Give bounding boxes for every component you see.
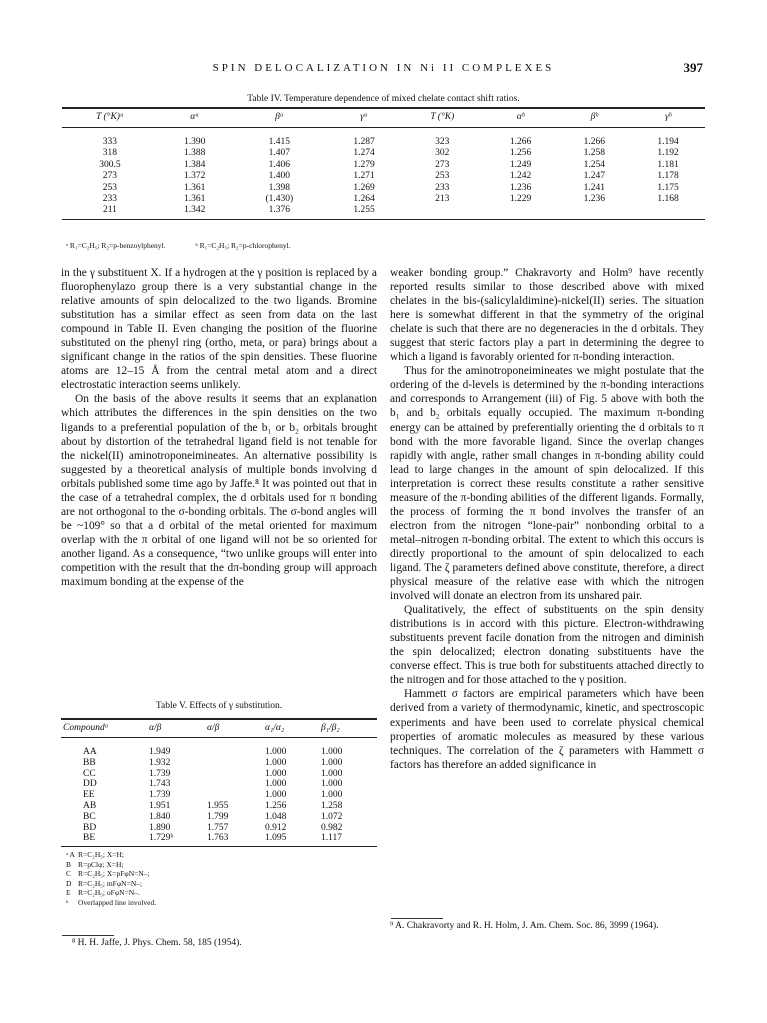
table4-cell: 323 [435, 137, 450, 147]
table5-cell: 1.729ᵇ [149, 833, 174, 844]
table4-cell: 1.269 [353, 182, 375, 193]
table5-footnote-text: R=C₂H₅; X=H; [78, 850, 124, 859]
table5-cell: BE [83, 833, 96, 844]
table5-row [61, 769, 377, 780]
table4-cell: 1.376 [268, 205, 291, 216]
table4-row [62, 194, 705, 205]
table4-cell: 273 [102, 171, 118, 182]
table4-cell: 302 [435, 148, 450, 159]
table4-cell: 1.361 [183, 194, 206, 205]
table5-cell: 1.000 [265, 768, 287, 779]
table4-footnote: ᵇ R₁=C₂H₅; R₂=p-chlorophenyl. [195, 241, 291, 250]
table4-cell: 1.178 [657, 171, 679, 182]
table5-cell: 1.117 [321, 833, 343, 844]
table5-cell: 1.840 [149, 811, 171, 822]
table4-cell: 1.194 [657, 137, 679, 147]
table5-cell: 1.000 [265, 790, 287, 801]
table5-footnote-text: R=pClφ; X=H; [78, 859, 124, 869]
table5-cell: 1.739 [149, 768, 171, 779]
table4-row [62, 148, 705, 159]
table5-cell: 1.932 [149, 757, 171, 768]
table4-footnote: ᵃ R₁=C₂H₅; R₂=p-benzoylphenyl. [66, 241, 166, 250]
table5-cell: CC [83, 768, 96, 779]
table4-cell: 1.236 [509, 182, 532, 193]
table4-header: αᵃ [158, 108, 232, 128]
table4-header: γᵇ [631, 108, 705, 128]
table4-cell: 1.407 [268, 148, 291, 159]
table5-footnote-key: ᵃ A [66, 850, 75, 859]
table4-row [62, 128, 705, 149]
table4-caption: Table IV. Temperature dependence of mixed chelate contact shift ratios. [247, 94, 520, 104]
table4-cell: 300.5 [99, 159, 121, 170]
table5-footnote [66, 850, 156, 860]
table5-footnote [66, 860, 156, 870]
table4-row [62, 171, 705, 182]
table5-cell [207, 790, 265, 801]
table5-cell: 1.949 [149, 747, 171, 757]
table5-cell: 1.258 [321, 800, 343, 811]
table4-header: αᵇ [484, 108, 558, 128]
right-column [390, 266, 704, 772]
paragraph: in the γ substituent X. If a hydrogen at the γ position is replaced by a fluorophenylazo group there is a very substantial change in the relative amounts of spin delocalized to the two ligands. Bromine substitution has a similar effect as seen from data on the last compound in Table II. Even changing the position of the fluorine substituted on the phenyl ring (ortho, meta, or para) brings about a significant change in the ratios of the spin densities. These fluorine atoms are 12–15 Å from the central metal atom and a direct electrostatic interaction seems unlikely. [61, 267, 377, 392]
table4-cell: 1.258 [583, 148, 605, 159]
table5-cell: 1.000 [321, 790, 343, 801]
table4-cell: 1.229 [509, 194, 532, 205]
table4-cell: 1.192 [657, 148, 679, 159]
paragraph: Qualitatively, the effect of substituents on the spin density distributions is in accord with this picture. Electron-withdrawing substituents prevent facile donation from the nitrogen and diminish the spin delocalized; electron donating substituents have the converse effect. This is true both for substituents attached directly to the nitrogen and for those attached to the γ position. [390, 604, 704, 687]
table4-cell [631, 205, 705, 219]
table5-cell: 1.000 [265, 779, 287, 790]
paragraph: Thus for the aminotroponeimineates we might postulate that the ordering of the d-levels is determined by the π-bonding interactions and corresponds to Arrangement (iii) of Fig. 5 above with both the b₁ and b₂ orbitals equally occupied. The maximum π-bonding energy can be attained by preferentially orienting the d orbitals to π bond with the more favorable ligand. Since the overlap changes rapidly with angle, rather small changes in π-bonding ability could lead to large changes in the amount of spin delocalized. If this interpretation is correct these results constitute a rather sensitive measure of the π-bonding abilities of the different ligands. Formally, the process of forming the π bond involves the transfer of an electron from the nitrogen “lone-pair” nonbonding orbital to a metal–nitrogen π-bonding orbital. The extent to which this occurs is directly proportional to the amount of spin delocalized to each ligand. The ζ parameters defined above constitute, therefore, a direct physical measure of the relative ease with which the nitrogen involved will donate an electron from its unshared pair. [390, 365, 704, 603]
table5-footnote [66, 898, 156, 908]
table4-header: γᵃ [327, 108, 401, 128]
footnote-8: ⁸ H. H. Jaffe, J. Phys. Chem. 58, 185 (1954). [72, 938, 242, 948]
footnote-9: ⁹ A. Chakravorty and R. H. Holm, J. Am. Chem. Soc. 86, 3999 (1964). [390, 921, 659, 931]
table4-cell: 1.279 [353, 159, 375, 170]
table4-header: T (°K) [401, 108, 484, 128]
table4-cell: 1.181 [657, 159, 679, 170]
table5-cell: AB [83, 800, 97, 811]
table4-cell: 1.247 [583, 171, 605, 182]
table5-footnote-key: E [66, 888, 71, 898]
table5-row [61, 801, 377, 812]
table5-cell [207, 779, 265, 790]
table4-cell: 333 [102, 137, 118, 147]
table5-footnote-key: C [66, 869, 72, 879]
table4-cell: 253 [102, 182, 118, 193]
table4-cell: 1.390 [183, 137, 206, 147]
table5-cell: 1.000 [265, 747, 287, 757]
table5-cell: 1.000 [321, 779, 343, 790]
table4-cell [401, 205, 484, 219]
table4-footnotes [66, 241, 319, 250]
table5-cell: 1.048 [265, 811, 287, 822]
table5-row [61, 823, 377, 834]
table4-cell: 1.241 [583, 182, 605, 193]
table4-cell: 1.415 [268, 137, 291, 147]
table5-header: β₁/β₂ [321, 719, 377, 738]
table4-cell [557, 205, 631, 219]
left-column [61, 266, 377, 589]
table5-row [61, 738, 377, 758]
table4-cell: 1.400 [268, 171, 291, 182]
table5-cell: 1.000 [265, 757, 287, 768]
table4-cell: 211 [102, 205, 117, 216]
table5-footnote-text: R=C₂H₅; X=pFφN=N–; [78, 869, 150, 879]
table4-header: βᵇ [557, 108, 631, 128]
table4-cell: 1.242 [509, 171, 532, 182]
table4-header-row [62, 108, 705, 128]
page-number: 397 [683, 60, 703, 75]
table5-row [61, 790, 377, 801]
table5-cell: EE [83, 790, 95, 801]
table5-cell: 1.095 [265, 833, 287, 844]
table5-cell: 1.256 [265, 800, 287, 811]
table5-footnote-text: R=C₂H₅; mFφN=N–; [78, 878, 143, 888]
paragraph: On the basis of the above results it seems that an explanation which attributes the differences in the spin densities on the two ligands to a preferential population of the b₁ or b₂ orbitals brought about by distortion of the tetrahedral ligand field is not tenable for the nickel(II) aminotroponeimineates. An alternative possibility is suggested by a theoretical analysis of multiple bonds involving d orbitals published some time ago by Jaffe.⁸ It was pointed out that in the case of a tetrahedral complex, the d orbitals used for π bonding are not orthogonal to the σ-bonding orbitals. The σ-bond angles will be ~109° so that a d orbital of the metal oriented for maximum overlap with the π orbital of one ligand will not be so oriented for another ligand. As a consequence, “two unlike groups will enter into competition with the result that the dπ-bonding group will approach maximum bonding at the expense of the [61, 393, 377, 589]
table5-cell: 1.072 [321, 811, 343, 822]
table5-cell: 1.951 [149, 800, 171, 811]
table5-header: α/β [207, 719, 265, 738]
table5-cell: 0.912 [265, 822, 287, 833]
table5-cell: BD [83, 822, 97, 833]
table5-row [61, 833, 377, 846]
table5-footnotes [66, 850, 156, 908]
table5-header: Compoundᵃ [61, 719, 149, 738]
table5-cell: BB [83, 757, 96, 768]
table4-row [62, 160, 705, 171]
table5-cell: 1.757 [207, 822, 229, 833]
paragraph: Hammett σ factors are empirical parameters which have been derived from a variety of thermodynamic, kinetic, and spectroscopic experiments and have been used to correlate physical chemical properties of aromatic molecules as measured by these various techniques. The correlation of the ζ parameters with Hammett σ factors has therefore an added significance in [390, 688, 704, 771]
table4-cell: 318 [102, 148, 118, 159]
table4-cell: 253 [435, 171, 450, 182]
table5-cell: 1.955 [207, 800, 229, 811]
table4-cell: 1.406 [268, 159, 291, 170]
table4-cell [484, 205, 558, 219]
table5-cell: 0.982 [321, 822, 343, 833]
table5-footnote-text: Overlapped line involved. [78, 897, 157, 907]
table5-footnote [66, 879, 156, 889]
table4-row [62, 205, 705, 219]
table4-cell: 1.249 [509, 159, 532, 170]
table4-cell: 1.342 [183, 205, 206, 216]
table5 [61, 718, 377, 847]
table5-cell [207, 738, 265, 758]
table5-row [61, 812, 377, 823]
table5-footnote [66, 869, 156, 879]
table5-cell: 1.000 [321, 768, 343, 779]
table4-row [62, 183, 705, 194]
table4-cell: 1.255 [353, 205, 375, 216]
table4-cell: 1.372 [183, 171, 206, 182]
table5-footnote-key: D [66, 878, 72, 888]
table4-cell: 1.398 [268, 182, 291, 193]
table4-cell: 233 [435, 182, 450, 193]
table4-cell: 1.236 [583, 194, 605, 205]
footnote-rule [391, 918, 443, 919]
table4-cell: 1.168 [657, 194, 679, 205]
table5-cell: 1.763 [207, 833, 229, 844]
table4-cell: 1.266 [583, 137, 605, 147]
table5-cell: 1.000 [321, 747, 343, 757]
table4-cell: 1.254 [583, 159, 605, 170]
table5-footnote-key: B [66, 859, 72, 869]
table5-cell: 1.000 [321, 757, 343, 768]
table5-footnote [66, 888, 156, 898]
table5-cell: 1.799 [207, 811, 229, 822]
table5-row [61, 779, 377, 790]
table4-header: T (°K)ᵃ [62, 108, 158, 128]
table5-cell: DD [83, 779, 97, 790]
table4-cell: 1.361 [183, 182, 206, 193]
table5-cell [207, 758, 265, 769]
table5-header: α₁/α₂ [265, 719, 321, 738]
table5-cell: 1.743 [149, 779, 171, 790]
table5-caption: Table V. Effects of γ substitution. [155, 701, 283, 711]
table5-cell: 1.890 [149, 822, 171, 833]
table4-cell: 1.388 [183, 148, 206, 159]
table5-cell: BC [83, 811, 96, 822]
table4-cell: 1.274 [353, 148, 375, 159]
table5-cell [207, 769, 265, 780]
table5-header: α/β [149, 719, 207, 738]
table4-cell: 1.384 [183, 159, 206, 170]
table4-cell: 1.287 [353, 137, 375, 147]
table5-row [61, 758, 377, 769]
table4-cell: 1.271 [353, 171, 375, 182]
table4 [62, 107, 705, 220]
footnote-rule [62, 935, 114, 936]
table4-cell: 273 [435, 159, 450, 170]
table5-footnote-text: R=C₂H₅; oFφN=N–. [78, 888, 140, 898]
table4-cell: (1.430) [265, 194, 294, 205]
table5-footnote-key: ᵇ [66, 897, 69, 907]
table5-cell: AA [83, 747, 97, 757]
table4-cell: 1.175 [657, 182, 679, 193]
table4-cell: 1.266 [509, 137, 532, 147]
table4-cell: 1.256 [509, 148, 532, 159]
running-title: SPIN DELOCALIZATION IN Ni II COMPLEXES [212, 62, 555, 74]
table4-cell: 233 [102, 194, 118, 205]
table4-cell: 1.264 [353, 194, 375, 205]
table5-cell: 1.739 [149, 790, 171, 801]
paragraph: weaker bonding group.” Chakravorty and Holm⁹ have recently reported results similar to those described above with mixed chelates in the bis-(salicylaldimine)-nickel(II) series. The situation here is somewhat different in that the symmetry of the original chelate is such that there are no degeneracies in the d orbitals. They suggest that steric factors play a part in determining the degree to which a ligand is favorably oriented for π-bonding interaction. [390, 267, 704, 364]
table5-header-row [61, 719, 377, 738]
table4-cell: 213 [435, 194, 450, 205]
table4-header: βᵃ [232, 108, 328, 128]
